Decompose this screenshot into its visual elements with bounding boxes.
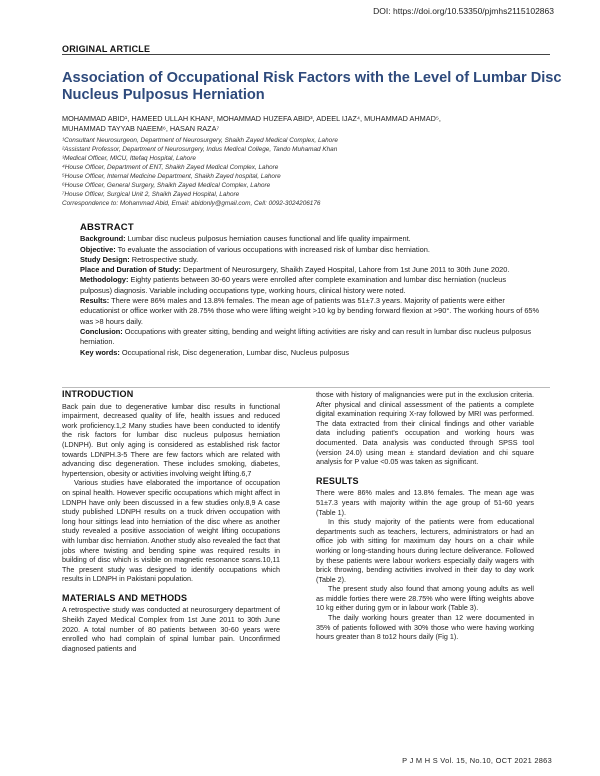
page-footer: P J M H S Vol. 15, No.10, OCT 2021 2863 bbox=[402, 756, 552, 765]
results-paragraph-1: There were 86% males and 13.8% females. The mean age was 51±7.3 years with majority within the age group of 51-60 years (Table 1). bbox=[316, 488, 534, 517]
affiliations bbox=[62, 136, 562, 208]
abstract-objective: Objective: To evaluate the association of various occupations with increased risk of lumbar disc herniation. bbox=[80, 244, 430, 254]
abstract-separator bbox=[62, 387, 550, 388]
introduction-heading: INTRODUCTION bbox=[62, 389, 134, 399]
affiliation-6: ⁶House Officer, General Surgery, Shaikh Zayed Medical Complex, Lahore bbox=[62, 182, 271, 189]
abstract-background: Background: Lumbar disc nucleus pulposus herniation causes functional and life quality impairment. bbox=[80, 234, 411, 244]
authors bbox=[62, 114, 562, 134]
abstract-design: Study Design: Retrospective study. bbox=[80, 254, 199, 264]
doi-line[interactable]: DOI: https://doi.org/10.53350/pjmhs2115102863 bbox=[373, 6, 554, 16]
materials-paragraph-1: A retrospective study was conducted at neurosurgery department of Sheikh Zayed Medical Complex from 1st June 2011 to 30th June 2020. A total number of 80 patients between 30-60 years were enrolled who had complain of spinal lumbar pain. Unconfirmed diagnosed patients and bbox=[62, 605, 280, 653]
affiliation-7: ⁷House Officer, Surgical Unit 2, Shaikh Zayed Hospital, Lahore bbox=[62, 191, 240, 198]
affiliation-5: ⁵House Officer, Internal Medicine Department, Shaikh Zayed hospital, Lahore bbox=[62, 173, 281, 180]
abstract-place: Place and Duration of Study: Department of Neurosurgery, Shaikh Zayed Hospital, Lahore from 1st June 2011 to 30th June 2020. bbox=[80, 265, 510, 275]
authors-line-1: MOHAMMAD ABID¹, HAMEED ULLAH KHAN², MOHAMMAD HUZEFA ABID³, ADEEL IJAZ⁴, MUHAMMAD AHMAD⁵, bbox=[62, 114, 441, 123]
left-column bbox=[62, 390, 280, 653]
affiliation-1: ¹Consultant Neurosurgeon, Department of Neurosurgery, Shaikh Zayed Medical Complex, Lahore bbox=[62, 137, 338, 144]
abstract-heading: ABSTRACT bbox=[80, 222, 134, 233]
abstract-section bbox=[80, 223, 540, 358]
introduction-paragraph-2: Various studies have elaborated the importance of occupation on spinal health. However specific occupations which might affect in LDNPH have only been discussed in a few studies only.8,9 A case study published LDNPH results on a truck driven occupation with long hour sittings lead into herniation of the disc where as another study revealed a positive association of weight lifting occupations with lumbar disc herniation. Another study also revealed the fact that jobs where twisting and bending spine was required results in building of disc which is visible on magnetic resonance scans.10,11 The present study was designed to identify occupations which results in LDNPH in Pakistani population. bbox=[62, 478, 280, 584]
introduction-paragraph-1: Back pain due to degenerative lumbar disc results in functional impairment, decreased quality of life, health issues and reduced work proficiency.1,2 Many studies have been conducted to identify the risk factors for lumbar disc nucleus pulposus herniation (LDNPH). But only aging is considered as established risk factor towards LDNPH.3-5 There are few factors which are related with advancing disc degeneration. These includes smoking, diabetes, hypertension, obesity or activities involving weight lifting.6,7 bbox=[62, 401, 280, 478]
results-paragraph-3: The present study also found that among young adults as well as middle forties there were 28.75% who were lifting weights above 10 kg either during gym or in labour work (Table 3). bbox=[316, 584, 534, 613]
correspondence: Correspondence to: Mohammad Abid, Email: abidonly@gmail.com, Cell: 0092-3024206176 bbox=[62, 200, 321, 207]
abstract-keywords: Key words: Occupational risk, Disc degeneration, Lumbar disc, Nucleus pulposus bbox=[80, 347, 350, 357]
abstract-results: Results: There were 86% males and 13.8% females. The mean age of patients was 51±7.3 years. Majority of patients were either educationist or office worker with 28.75% those who were lifting weight >10 kg by bending forward flexion at >90°. The working hours of 65% was >8 hours daily. bbox=[80, 296, 540, 326]
results-paragraph-2: In this study majority of the patients were from educational departments such as teachers, lecturers, administrators or had an office job with sitting for maximum day hours on a chair while working or long-standing hours during lecture deliverance. Followed by these patients were labour workers especially daily wagers with brick throwing, bending activities involved in their day to day work (Table 2). bbox=[316, 517, 534, 584]
authors-line-2: MUHAMMAD TAYYAB NAEEM⁶, HASAN RAZA⁷ bbox=[62, 124, 220, 133]
results-heading: RESULTS bbox=[316, 475, 359, 486]
affiliation-4: ⁴House Officer, Department of ENT, Shaikh Zayed Medical Complex, Lahore bbox=[62, 164, 279, 171]
article-title: Association of Occupational Risk Factors with the Level of Lumbar Disc Nucleus Pulposus Herniation bbox=[62, 70, 562, 103]
article-type: ORIGINAL ARTICLE bbox=[62, 44, 151, 54]
results-paragraph-4: The daily working hours greater than 12 were documented in 35% of patients followed with 30% those who were having working hours greater than 8 to12 hours daily (Fig 1). bbox=[316, 613, 534, 642]
header-rule bbox=[62, 54, 550, 55]
affiliation-2: ²Assistant Professor, Department of Neurosurgery, Indus Medical College, Tando Muhamad Khan bbox=[62, 146, 338, 153]
abstract-methodology: Methodology: Eighty patients between 30-60 years were enrolled after complete examination and lumbar disc herniation (nucleus pulposus) diagnosis. Variable including occupations type, working hours, clinical history were noted. bbox=[80, 275, 507, 295]
materials-heading: MATERIALS AND METHODS bbox=[62, 592, 188, 603]
methods-continuation: those with history of malignancies were put in the exclusion criteria. After physical and clinical assessment of the patients a complete digital examination requiring X-ray followed by MRI was performed. The data extracted from their clinical findings and other variable data including patient's occupation and working hours was documented. Data analysis was conducted through SPSS tool (version 24.0) using mean ± standard deviation and chi square analysis for P value <0.05 was taken as significant. bbox=[316, 390, 534, 467]
right-column bbox=[316, 390, 534, 642]
abstract-conclusion: Conclusion: Occupations with greater sitting, bending and weight lifting activities are risky and can result in lumbar disc nucleus pulposus herniation. bbox=[80, 326, 532, 347]
affiliation-3: ³Medical Officer, MICU, Ittefaq Hospital, Lahore bbox=[62, 155, 196, 162]
